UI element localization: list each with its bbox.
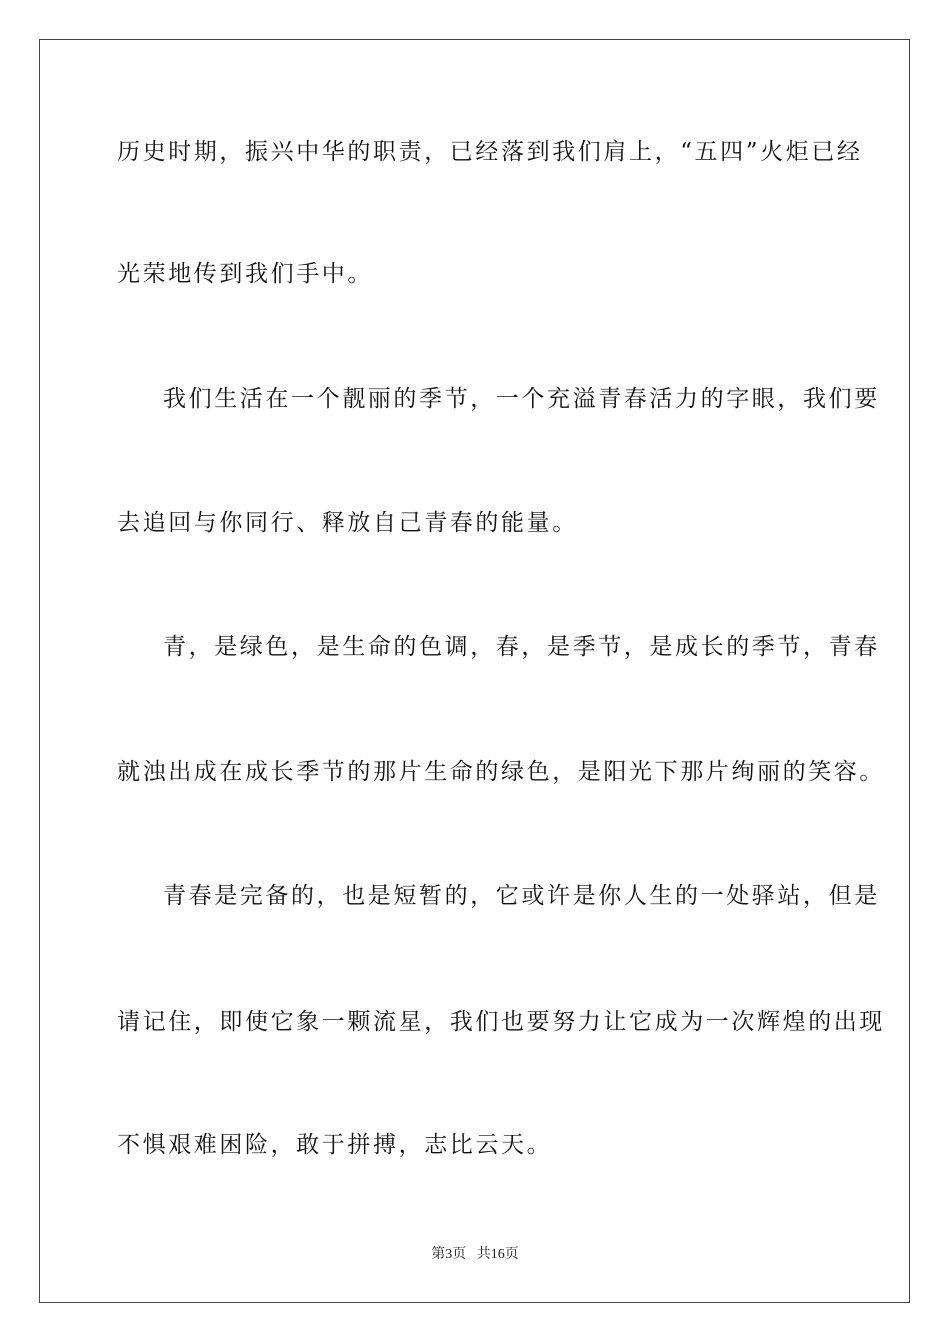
page-number: 第3页 <box>431 1247 467 1262</box>
paragraph-line: 请记住，即使它象一颗流星，我们也要努力让它成为一次辉煌的出现 <box>117 1009 885 1035</box>
paragraph-line: 就浊出成在成长季节的那片生命的绿色，是阳光下那片绚丽的笑容。 <box>117 759 885 785</box>
page-total: 共16页 <box>476 1247 519 1262</box>
page-border <box>39 39 910 1303</box>
paragraph-line: 历史时期，振兴中华的职责，已经落到我们肩上，“五四”火炬已经 <box>117 139 863 165</box>
paragraph-line: 青，是绿色，是生命的色调，春，是季节，是成长的季节，青春 <box>163 634 880 660</box>
paragraph-line: 我们生活在一个靓丽的季节，一个充溢青春活力的字眼，我们要 <box>163 386 880 412</box>
paragraph-line: 光荣地传到我们手中。 <box>117 261 373 287</box>
paragraph-line: 青春是完备的，也是短暂的，它或许是你人生的一处驿站，但是 <box>163 883 880 909</box>
paragraph-line: 去追回与你同行、释放自己青春的能量。 <box>117 510 578 536</box>
paragraph-line: 不惧艰难困险，敢于拼搏，志比云天。 <box>117 1132 553 1158</box>
page-footer <box>0 1246 950 1264</box>
